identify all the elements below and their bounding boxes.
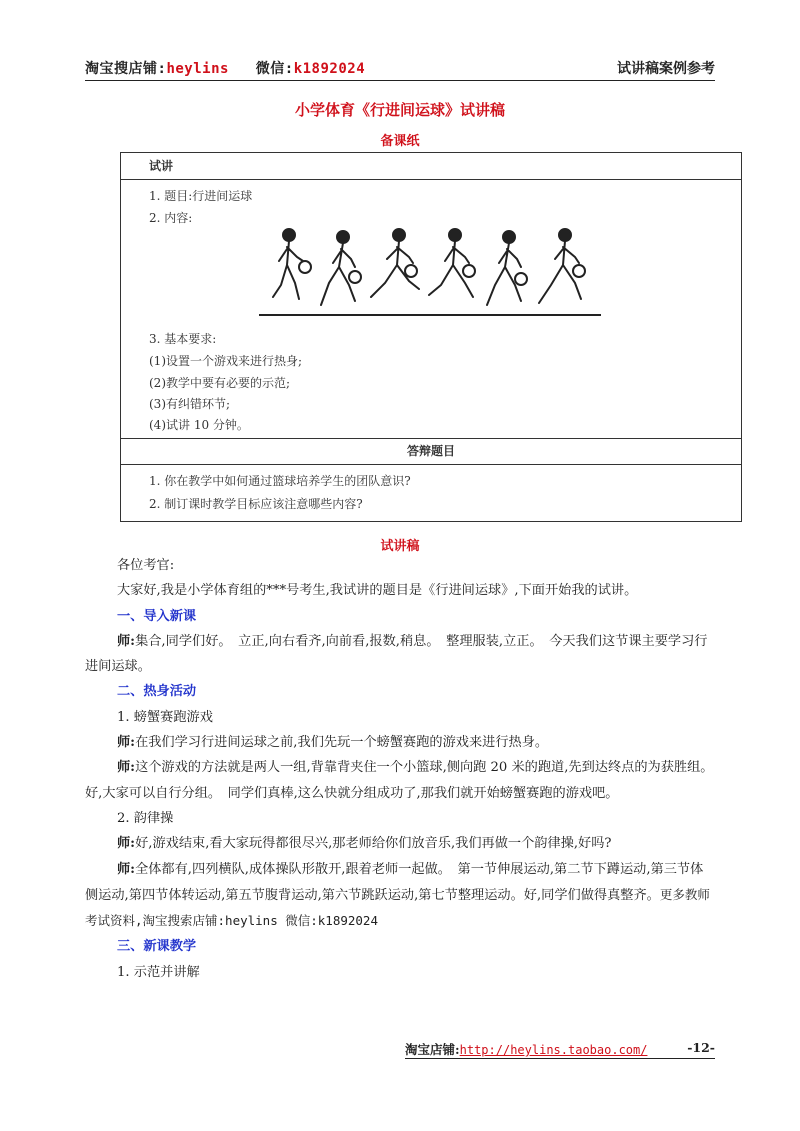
promo-text: 更多教师考试资料,淘宝搜索店铺:heylins 微信:k1892024 [85, 886, 710, 929]
subsection-item: 2. 韵律操 [117, 810, 174, 826]
dribbler-figure [371, 229, 419, 297]
teacher-label: 师: [117, 861, 136, 877]
section-heading-intro: 一、导入新课 [117, 608, 197, 624]
content-label: 2. 内容: [149, 211, 193, 225]
greeting: 各位考官: [117, 558, 175, 573]
teacher-label: 师: [117, 836, 136, 852]
header-wechat-id: k1892024 [293, 61, 366, 77]
paragraph [85, 857, 715, 935]
paragraph-text: 好,游戏结束,看大家玩得都很尽兴,那老师给你们放音乐,我们再做一个韵律操,好吗? [135, 836, 612, 852]
dribbler-figure [539, 229, 585, 303]
script-body [85, 553, 721, 985]
question-item: 1. 你在教学中如何通过篮球培养学生的团队意识? [149, 474, 411, 488]
dribbler-figure [487, 231, 527, 305]
header-wechat-label: 微信: [255, 61, 294, 77]
teacher-label: 师: [117, 735, 136, 751]
teacher-label: 师: [117, 760, 136, 776]
paragraph-text: 在我们学习行进间运球之前,我们先玩一个螃蟹赛跑的游戏来进行热身。 [135, 735, 549, 751]
dribbler-figure [429, 229, 475, 297]
prep-sheet-items [121, 179, 741, 439]
header-shop-label: 淘宝搜店铺: [85, 61, 167, 77]
dribbling-sequence-illustration [259, 227, 601, 319]
question-item: 2. 制订课时教学目标应该注意哪些内容? [149, 497, 363, 511]
subsection-item: 1. 螃蟹赛跑游戏 [117, 709, 213, 725]
paragraph [85, 629, 715, 680]
document-subtitle: 备课纸 [380, 134, 420, 149]
requirement-item: (3)有纠错环节; [149, 397, 231, 411]
paragraph [85, 831, 715, 856]
qa-questions [121, 464, 741, 521]
script-heading: 试讲稿 [380, 539, 420, 554]
paragraph [85, 730, 715, 755]
page-header [85, 58, 715, 81]
requirement-item: (4)试讲 10 分钟。 [149, 418, 249, 432]
prep-sheet-heading: 试讲 [121, 153, 741, 180]
teacher-label: 师: [117, 633, 136, 649]
subsection-item: 1. 示范并讲解 [117, 964, 200, 980]
dribbler-figure [321, 231, 361, 305]
requirement-item: (1)设置一个游戏来进行热身; [149, 354, 303, 368]
intro-paragraph: 大家好,我是小学体育组的***号考生,我试讲的题目是《行进间运球》,下面开始我的试讲。 [117, 583, 638, 599]
requirement-item: (2)教学中要有必要的示范; [149, 376, 291, 390]
paragraph-text: 这个游戏的方法就是两人一组,背靠背夹住一个小篮球,侧向跑 20 米的跑道,先到达终点的为获胜组。 好,大家可以自行分组。 同学们真棒,这么快就分组成功了,那我们就开始螃蟹赛跑的游戏吧。 [85, 760, 721, 801]
header-shop-info [85, 58, 365, 78]
document-title: 小学体育《行进间运球》试讲稿 [294, 101, 505, 119]
paragraph-text: 集合,同学们好。 立正,向右看齐,向前看,报数,稍息。 整理服装,立正。 今天我们这节课主要学习行进间运球。 [85, 633, 708, 675]
footer-label: 淘宝店铺: [405, 1042, 460, 1057]
topic-line: 1. 题目:行进间运球 [149, 189, 253, 203]
section-heading-warmup: 二、热身活动 [117, 684, 197, 700]
section-heading-new-lesson: 三、新课教学 [117, 939, 197, 955]
header-shop-name: heylins [166, 61, 229, 77]
paragraph [85, 755, 721, 806]
page-number: -12- [687, 1040, 715, 1055]
footer-shop-link[interactable]: http://heylins.taobao.com/ [459, 1043, 648, 1057]
paragraph-text: 全体都有,四列横队,成体操队形散开,跟着老师一起做。 第一节伸展运动,第二节下蹲运动,第三节体侧运动,第四节体转运动,第五节腹背运动,第六节跳跃运动,第七节整理运动。好,同学们做得真整齐。 [85, 861, 704, 903]
header-right-title: 试讲稿案例参考 [617, 61, 715, 77]
qa-heading: 答辩题目 [121, 438, 741, 465]
requirements-label: 3. 基本要求: [149, 332, 217, 346]
dribbler-figure [273, 229, 311, 299]
page-footer [405, 1040, 715, 1059]
prep-sheet-table [120, 152, 742, 522]
